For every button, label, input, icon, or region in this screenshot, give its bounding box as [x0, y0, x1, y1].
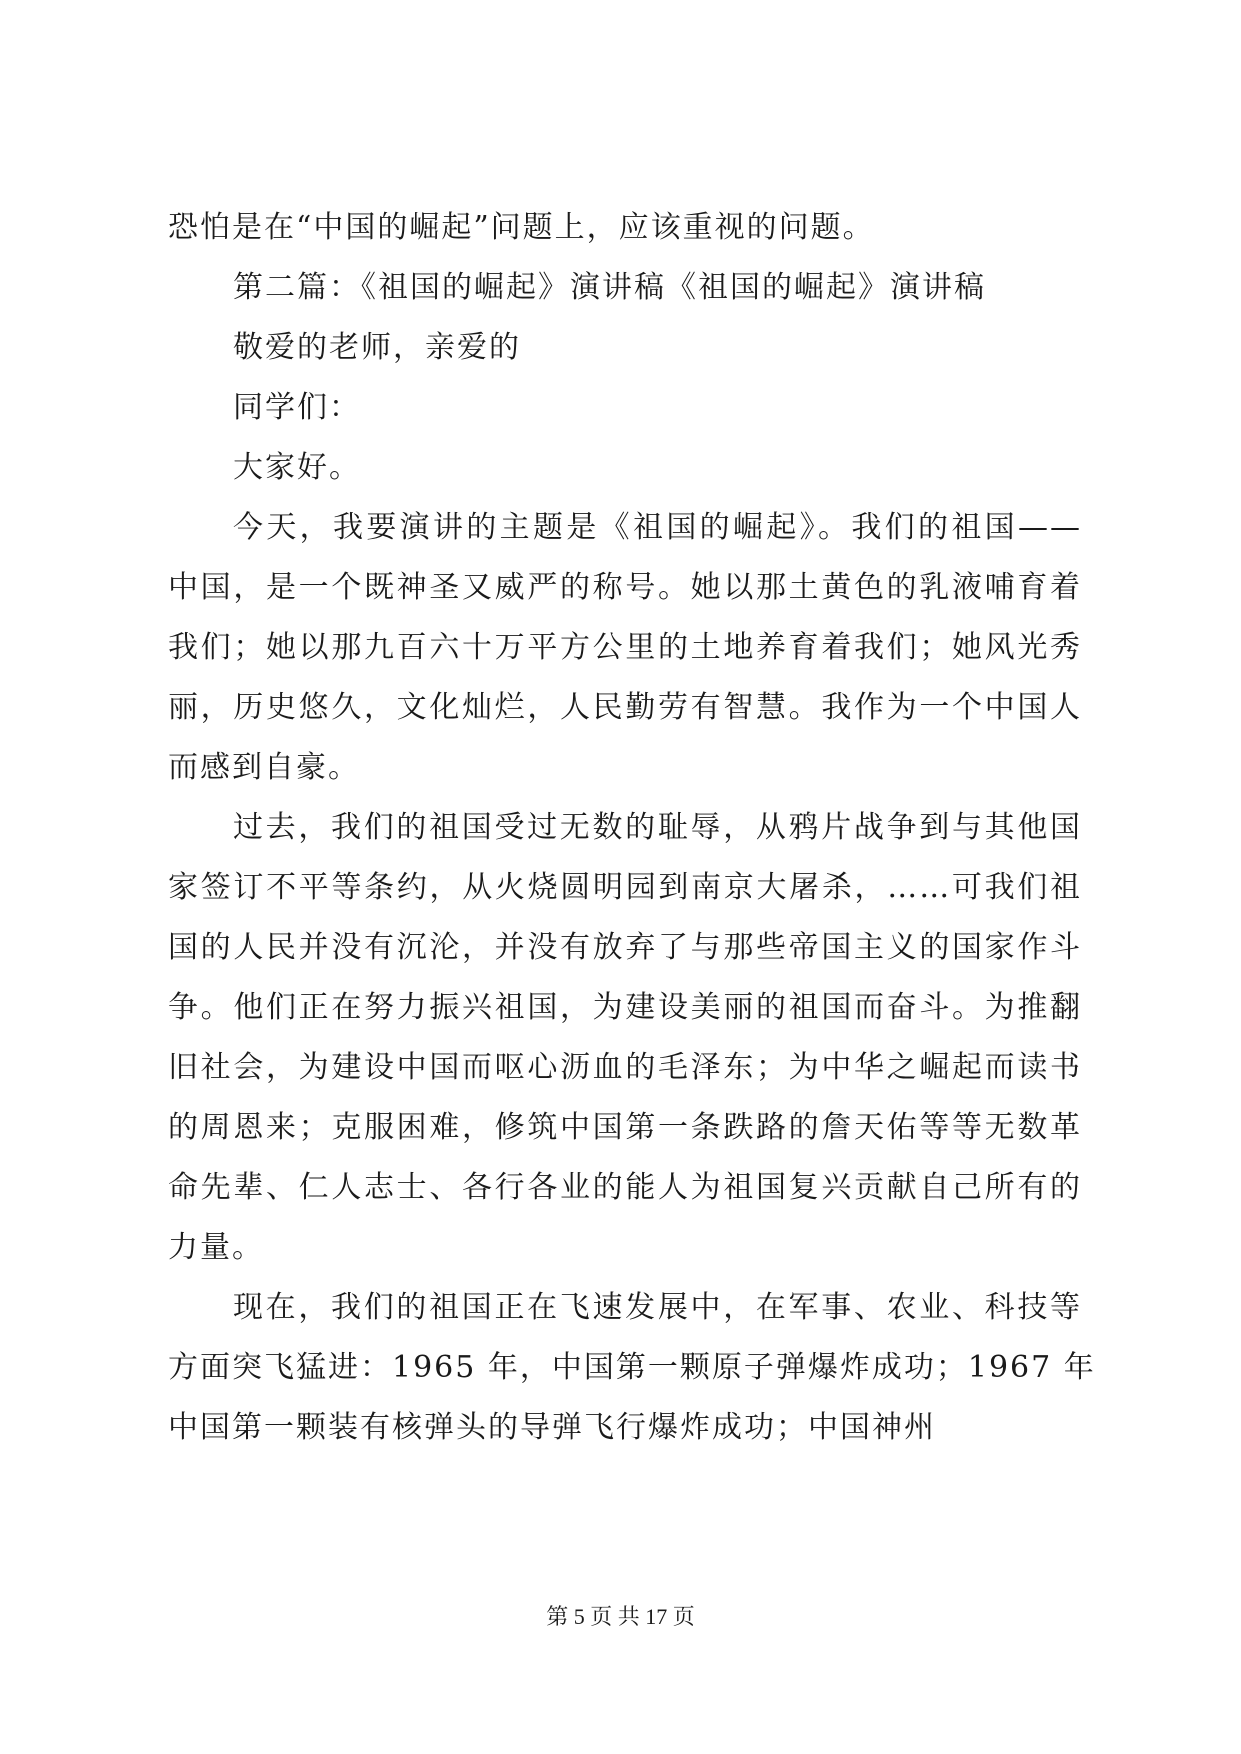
page-number-footer: 第 5 页 共 17 页 — [546, 1604, 695, 1629]
text-line: 现在，我们的祖国正在飞速发展中，在军事、农业、科技等 — [233, 1290, 1082, 1325]
text-line: 第二篇：《祖国的崛起》演讲稿《祖国的崛起》演讲稿 — [233, 270, 986, 305]
text-line: 争。他们正在努力振兴祖国，为建设美丽的祖国而奋斗。为推翻 — [168, 990, 1082, 1025]
text-line: 的周恩来；克服困难，修筑中国第一条跌路的詹天佑等等无数革 — [168, 1110, 1082, 1145]
text-line: 力量。 — [168, 1230, 264, 1265]
text-line: 丽，历史悠久，文化灿烂，人民勤劳有智慧。我作为一个中国人 — [168, 690, 1082, 725]
text-line: 旧社会，为建设中国而呕心沥血的毛泽东；为中华之崛起而读书 — [168, 1050, 1082, 1085]
text-line: 大家好。 — [233, 450, 361, 485]
text-line: 今天，我要演讲的主题是《祖国的崛起》。我们的祖国—— — [233, 510, 1082, 545]
text-line: 中国，是一个既神圣又威严的称号。她以那土黄色的乳液哺育着 — [168, 570, 1082, 605]
document-body — [168, 198, 1096, 1458]
text-line: 家签订不平等条约，从火烧圆明园到南京大屠杀，……可我们祖 — [168, 870, 1082, 905]
text-line: 方面突飞猛进：1965 年，中国第一颗原子弹爆炸成功；1967 年 — [168, 1350, 1096, 1385]
text-line: 中国第一颗装有核弹头的导弹飞行爆炸成功；中国神州 — [168, 1410, 936, 1445]
text-line: 同学们： — [233, 390, 361, 425]
text-line: 而感到自豪。 — [168, 750, 360, 785]
text-line: 敬爱的老师，亲爱的 — [233, 330, 521, 365]
text-line: 国的人民并没有沉沦，并没有放弃了与那些帝国主义的国家作斗 — [168, 930, 1082, 965]
text-line: 恐怕是在“中国的崛起”问题上，应该重视的问题。 — [168, 210, 875, 245]
text-line: 命先辈、仁人志士、各行各业的能人为祖国复兴贡献自己所有的 — [168, 1170, 1082, 1205]
text-line: 我们；她以那九百六十万平方公里的土地养育着我们；她风光秀 — [168, 630, 1082, 665]
text-line: 过去，我们的祖国受过无数的耻辱，从鸦片战争到与其他国 — [233, 810, 1082, 845]
